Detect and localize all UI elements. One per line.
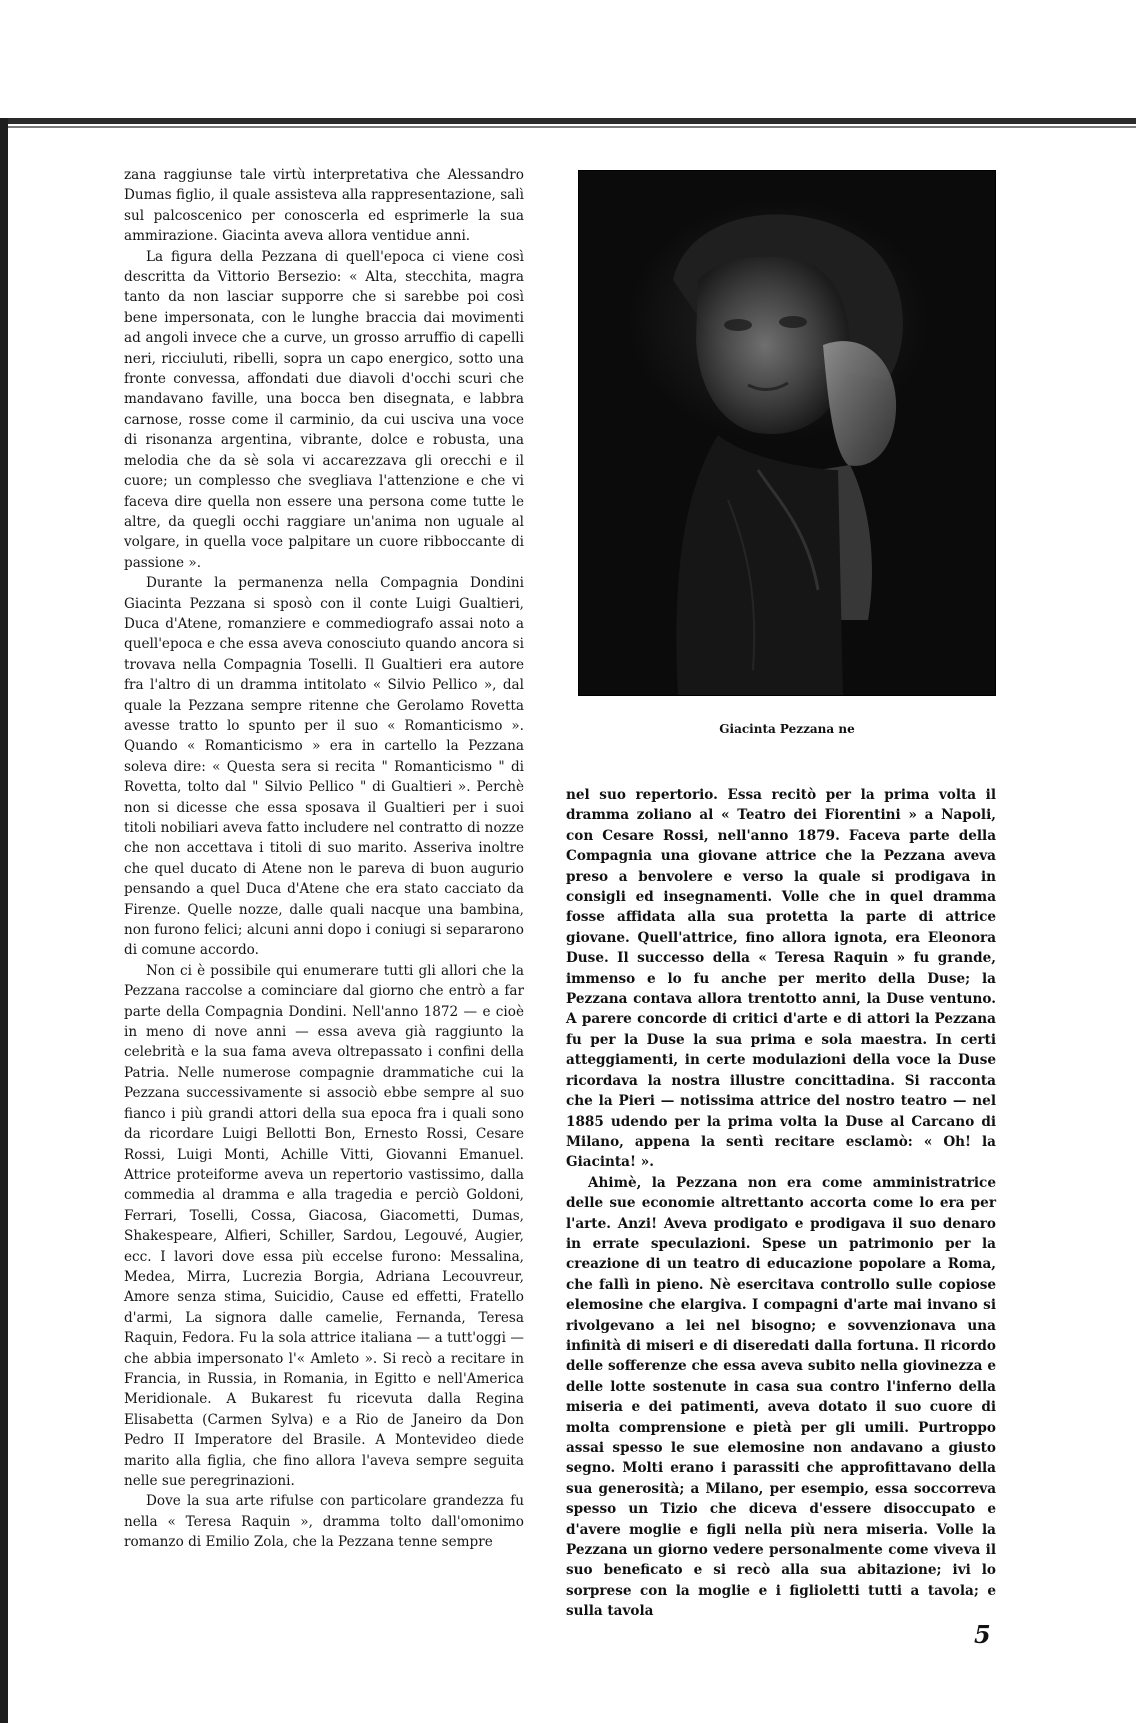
paragraph: Ahimè, la Pezzana non era come amministratrice delle sue economie altrettanto accorta come lo era per l'arte. Anzi! Aveva prodigato e prodigava il suo denaro in errate speculazioni. Spese un patrimonio per la creazione di un teatro di educazione popolare a Roma, che fallì in pieno. Nè esercitava controllo sulle copiose elemosine che elargiva. I compagni d'arte mai invano si rivolgevano a lei nel bisogno; e sovvenzionava una infinità di miseri e di diseredati dalla fortuna. Il ricordo delle sofferenze che essa aveva subito nella giovinezza e delle lotte sostenute in casa sua contro l'inferno della miseria e dei patimenti, aveva dotato il suo cuore di molta comprensione e pietà per gli umili. Purtroppo assai spesso le sue elemosine non andavano a giusto segno. Molti erano i parassiti che approfittavano della sua generosità; a Milano, per esempio, essa soccorreva spesso un Tizio che diceva d'essere disoccupato e d'avere moglie e figli nella più nera miseria. Volle la Pezzana un giorno vedere personalmente come viveva il suo beneficato e si recò alla sua abitazione; ivi lo sorprese con la moglie e i figlioletti tutti a tavola; e sulla tavola <box>566 1174 996 1620</box>
top-rule <box>0 118 1136 124</box>
scan-left-edge <box>0 118 8 1723</box>
paragraph: Non ci è possibile qui enumerare tutti gli allori che la Pezzana raccolse a cominciare dal giorno che entrò a far parte della Compagnia Dondini. Nell'anno 1872 — e cioè in meno di nove anni — essa aveva già raggiunto la celebrità e la sua fama aveva oltrepassato i confini della Patria. Nelle numerose compagnie drammatiche cui la Pezzana successivamente si associò ebbe sempre al suo fianco i più grandi attori della sua epoca fra i quali sono da ricordare Luigi Bellotti Bon, Ernesto Rossi, Cesare Rossi, Luigi Monti, Achille Vitti, Giovanni Emanuel. Attrice proteiforme aveva un repertorio vastissimo, dalla commedia al dramma e alla tragedia e perciò Goldoni, Ferrari, Toselli, Cossa, Giacosa, Giacometti, Dumas, Shakespeare, Alfieri, Schiller, Sardou, Legouvé, Augier, ecc. I lavori dove essa più eccelse furono: Messalina, Medea, Mirra, Lucrezia Borgia, Adriana Lecouvreur, Amore senza stima, Suicidio, Cause ed effetti, Fratello d'armi, La signora dalle camelie, Fernanda, Teresa Raquin, Fedora. Fu la sola attrice italiana — a tutt'oggi — che abbia impersonato l'« Amleto ». Si recò a recitare in Francia, in Russia, in Romania, in Egitto e nell'America Meridionale. A Bukarest fu ricevuta dalla Regina Elisabetta (Carmen Sylva) e a Rio de Janeiro da Don Pedro II Imperatore del Brasile. A Montevideo diede marito alla figlia, che fino allora l'aveva sempre seguita nelle sue peregrinazioni. <box>124 962 524 1489</box>
paragraph: La figura della Pezzana di quell'epoca ci viene così descritta da Vittorio Bersezio: « Alta, stecchita, magra tanto da non lasciar supporre che si sarebbe poi così bene impersonata, con le lunghe braccia dai movimenti ad angoli invece che a curve, un grosso arruffio di capelli neri, ricciuluti, ribelli, sopra un capo energico, sotto una fronte convessa, affondati due diavoli d'occhi scuri che mandavano faville, una bocca ben disegnata, e labbra carnose, rosse come il carminio, da cui usciva una voce di risonanza argentina, vibrante, dolce e robusta, una melodia che da sè sola vi accarezzava gli orecchi e il cuore; un complesso che svegliava l'attenzione e che vi faceva dire quella non essere una persona come tutte le altre, da quegli occhi raggiare un'anima non uguale al volgare, in quella voce palpitare un cuore ribboccante di passione ». <box>124 248 524 571</box>
paragraph: zana raggiunse tale virtù interpretativa che Alessandro Dumas figlio, il quale assisteva alla rappresentazione, salì sul palcoscenico per conoscerla ed esprimerle la sua ammirazione. Giacinta aveva allora ventidue anni. <box>124 167 524 245</box>
top-rule-thin <box>0 126 1136 128</box>
left-column <box>124 165 524 1553</box>
photo-caption: Giacinta Pezzana ne <box>719 722 855 736</box>
scan-margin <box>0 0 1136 130</box>
portrait-photo <box>578 170 996 696</box>
paragraph: nel suo repertorio. Essa recitò per la prima volta il dramma zoliano al « Teatro dei Fiorentini » a Napoli, con Cesare Rossi, nell'anno 1879. Faceva parte della Compagnia una giovane attrice che la Pezzana aveva preso a benvolere e verso la quale si prodigava in consigli ed insegnamenti. Volle che in quel dramma fosse affidata alla sua protetta la parte di attrice giovane. Quell'attrice, fino allora ignota, era Eleonora Duse. Il successo della « Teresa Raquin » fu grande, immenso e lo fu anche per merito della Duse; la Pezzana contava allora trentotto anni, la Duse ventuno. A parere concorde di critici d'arte e di attori la Pezzana fu per la Duse la sua prima e sola maestra. In certi atteggiamenti, in certe modulazioni della voce la Duse ricordava la nostra illustre concittadina. Si racconta che la Pieri — notissima attrice del nostro teatro — nel 1885 udendo per la prima volta la Duse al Carcano di Milano, appena la sentì recitare esclamò: « Oh! la Giacinta! ». <box>566 787 996 1171</box>
portrait-image <box>578 170 996 696</box>
page-number: 5 <box>974 1620 991 1649</box>
paragraph: Durante la permanenza nella Compagnia Dondini Giacinta Pezzana si sposò con il conte Luigi Gualtieri, Duca d'Atene, romanziere e commediografo assai noto a quell'epoca e che essa aveva conosciuto quando ancora si trovava nella Compagnia Toselli. Il Gualtieri era autore fra l'altro di un dramma intitolato « Silvio Pellico », dal quale la Pezzana sempre ritenne che Gerolamo Rovetta avesse tratto lo spunto per il suo « Romanticismo ». Quando « Romanticismo » era in cartello la Pezzana soleva dire: « Questa sera si recita " Romanticismo " di Rovetta, tolto dal " Silvio Pellico " di Gualtieri ». Perchè non si dicesse che essa sposava il Gualtieri per i suoi titoli nobiliari aveva fatto includere nel contratto di nozze che non accettava i titoli di suo marito. Asseriva inoltre che quel ducato di Atene non le pareva di buon augurio pensando a quel Duca d'Atene che era stato cacciato da Firenze. Quelle nozze, dalle quali nacque una bambina, non furono felici; alcuni anni dopo i coniugi si separarono di comune accordo. <box>124 575 524 959</box>
right-column <box>566 785 996 1622</box>
paragraph: Dove la sua arte rifulse con particolare grandezza fu nella « Teresa Raquin », dramma tolto dall'omonimo romanzo di Emilio Zola, che la Pezzana tenne sempre <box>124 1493 524 1551</box>
